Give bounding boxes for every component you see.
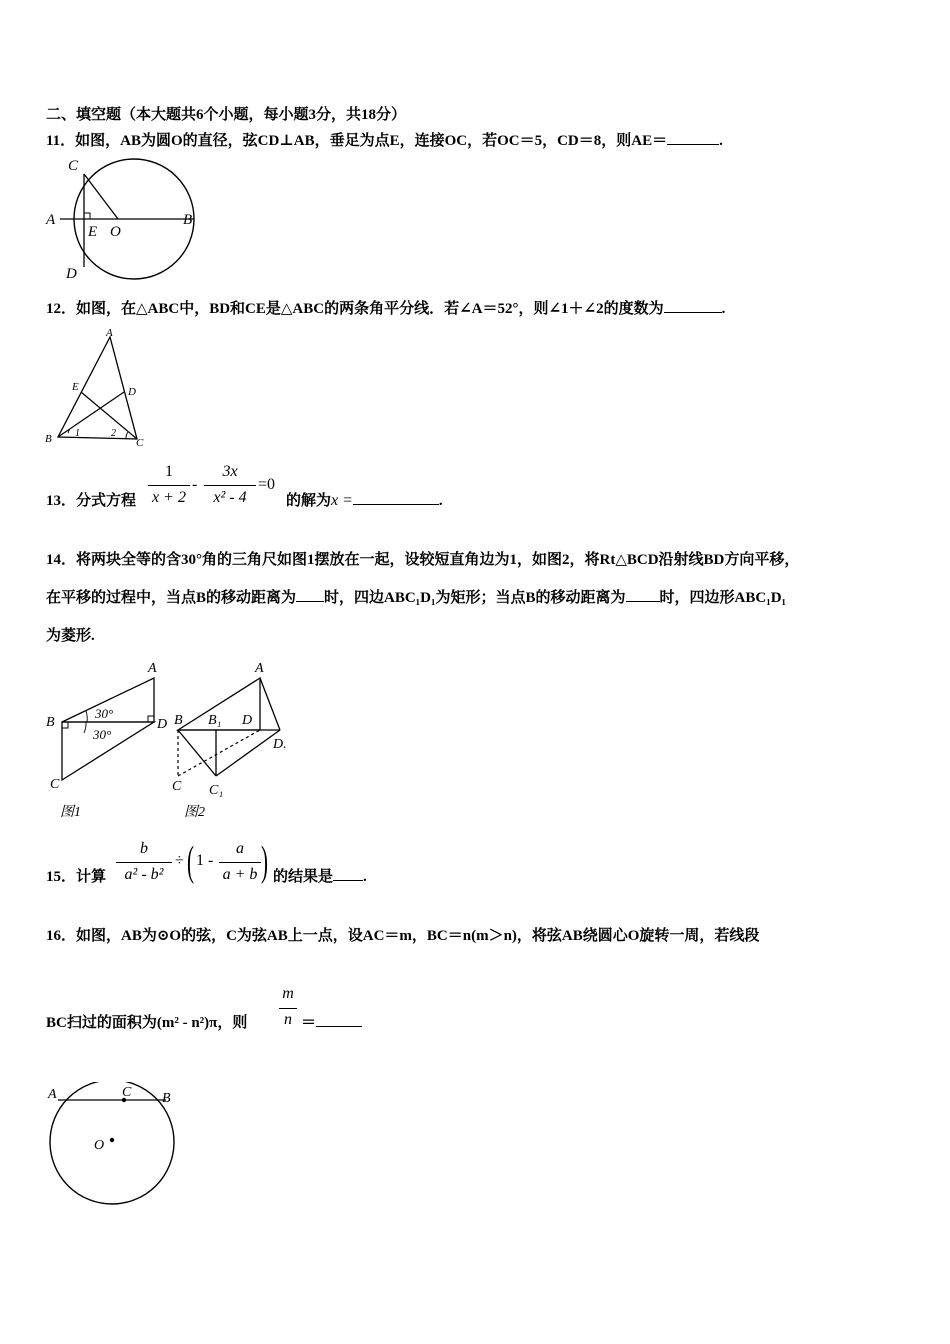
question-14-line3: 为菱形. [46, 628, 95, 644]
question-16-line1: 16．如图，AB为⊙O的弦，C为弦AB上一点，设AC＝m，BC＝n(m＞n)，将弦AB绕圆心O旋转一周，若线段 [46, 928, 760, 944]
line-bc1 [178, 730, 216, 776]
question-14-line1: 14．将两块全等的含30°角的三角尺如图1摆放在一起，设较短直角边为1，如图2，将Rt△BCD沿射线BD方向平移， [46, 552, 800, 568]
fig2-caption: 图2 [184, 805, 205, 820]
q16-frac-den: n [284, 1011, 292, 1028]
q13-var: x = [331, 492, 353, 509]
question-12 [46, 297, 725, 318]
section-title: 二、填空题（本大题共6个小题，每小题3分，共18分） [46, 107, 407, 123]
q13-frac2-bar [204, 485, 256, 486]
label-a: A [106, 327, 113, 339]
q16-frac-bar [279, 1008, 297, 1009]
fig2-label-b1: B₁ [208, 713, 222, 728]
question-13-tail [286, 489, 443, 510]
figure-q12-triangle [44, 325, 154, 450]
q14-line2-c: 时，四边形ABC₁D₁ [659, 590, 787, 606]
q13-equals: =0 [258, 476, 276, 493]
label-b: B [162, 1091, 171, 1106]
q15-frac2-den: a + b [222, 866, 258, 883]
figure-q11-circle [44, 156, 202, 284]
q15-frac1-den: a² - b² [124, 866, 164, 883]
fig1-label-d: D [157, 717, 168, 732]
right-angle-b [62, 722, 68, 728]
figure-q14-fig2 [172, 661, 287, 820]
question-15-tail [273, 865, 367, 886]
label-angle-2: 2 [111, 428, 116, 439]
figure-q16-circle [44, 1082, 184, 1208]
q15-frac2-bar [219, 862, 261, 863]
q15-frac2-num: a [236, 840, 244, 857]
question-12-text: 12．如图，在△ABC中，BD和CE是△ABC的两条角平分线．若∠A＝52°，则∠1＋∠2的度数为 [46, 301, 664, 317]
q15-paren-right: ) [261, 839, 268, 885]
label-o: O [110, 224, 121, 240]
q15-suffix: 的结果是 [273, 869, 334, 885]
q15-paren-left: ( [187, 839, 194, 885]
fig1-angle-top: 30° [95, 706, 114, 721]
q13-frac1-num: 1 [165, 463, 173, 480]
label-angle-1: 1 [75, 428, 80, 439]
figure-q14 [44, 656, 294, 826]
fig2-label-c1: C₁ [209, 783, 224, 798]
answer-blank-13[interactable] [353, 504, 439, 505]
fig1-label-a: A [148, 661, 157, 676]
q16-frac-num: m [282, 985, 294, 1002]
q15-frac1-bar [116, 862, 172, 863]
label-b: B [183, 212, 193, 228]
question-11-text: 11．如图，AB为圆O的直径，弦CD⊥AB，垂足为点E，连接OC，若OC＝5，CD＝8，则AE＝ [46, 133, 668, 149]
q15-inner-one: 1 - [196, 852, 214, 869]
question-16-line2: BC扫过的面积为(m² - n²)π，则 [46, 1015, 248, 1031]
q13-frac2-num: 3x [222, 463, 238, 480]
angle-2-arc [126, 432, 128, 439]
answer-blank-14b[interactable] [626, 601, 660, 602]
fig2-label-b: B [174, 713, 183, 728]
label-c: C [68, 158, 79, 174]
q13-frac1-bar [148, 485, 190, 486]
fig2-label-d1: D. [273, 737, 287, 752]
label-b: B [45, 433, 52, 445]
answer-blank-11[interactable] [667, 144, 719, 145]
label-e: E [72, 381, 79, 393]
line-ad1 [260, 678, 280, 730]
fig2-label-d: D [242, 713, 253, 728]
fig1-caption: 图1 [60, 805, 81, 820]
q13-minus: - [192, 476, 198, 493]
q13-frac1-den: x + 2 [152, 489, 186, 506]
question-11 [46, 129, 723, 150]
label-d: D [128, 386, 136, 398]
q15-frac1-num: b [140, 840, 148, 857]
fig2-label-c: C [172, 779, 182, 794]
question-14-line2 [46, 586, 786, 607]
question-15-prefix: 15．计算 [46, 869, 107, 885]
right-angle-d [148, 716, 154, 722]
label-a: A [48, 1087, 57, 1102]
question-16-tail [301, 1011, 362, 1032]
q15-end: . [363, 869, 367, 885]
label-d: D [66, 266, 77, 282]
right-angle-mark [84, 213, 90, 219]
fig1-label-c: C [50, 777, 60, 792]
label-e: E [88, 224, 98, 240]
segment-oc [84, 174, 118, 219]
q14-line2-b: 时，四边ABC₁D₁为矩形；当点B的移动距离为 [324, 590, 626, 606]
label-o: O [94, 1138, 105, 1153]
answer-blank-12[interactable] [664, 312, 722, 313]
q13-end: . [438, 493, 443, 509]
label-c: C [122, 1085, 132, 1100]
label-a: A [46, 212, 56, 228]
answer-blank-14a[interactable] [296, 601, 324, 602]
answer-blank-16[interactable] [316, 1026, 362, 1027]
question-12-end: . [721, 301, 726, 317]
q16-equals: ＝ [301, 1015, 317, 1031]
triangle-abc [58, 337, 137, 439]
q13-frac2-den: x² - 4 [213, 489, 247, 506]
answer-blank-15[interactable] [333, 880, 363, 881]
fig1-label-b: B [46, 715, 55, 730]
q13-suffix: 的解为 [286, 493, 332, 509]
point-o [110, 1138, 114, 1142]
angle-arc-top [86, 711, 87, 722]
q15-divide: ÷ [175, 852, 184, 869]
q14-line2-a: 在平移的过程中，当点B的移动距离为 [46, 590, 297, 606]
label-c: C [136, 437, 144, 449]
question-11-end: . [719, 133, 723, 149]
question-13-prefix: 13．分式方程 [46, 493, 137, 509]
angle-arc-bottom [84, 722, 86, 733]
fig1-angle-bottom: 30° [93, 727, 112, 742]
fig2-label-a: A [255, 661, 264, 676]
figure-q14-fig1 [46, 661, 167, 820]
